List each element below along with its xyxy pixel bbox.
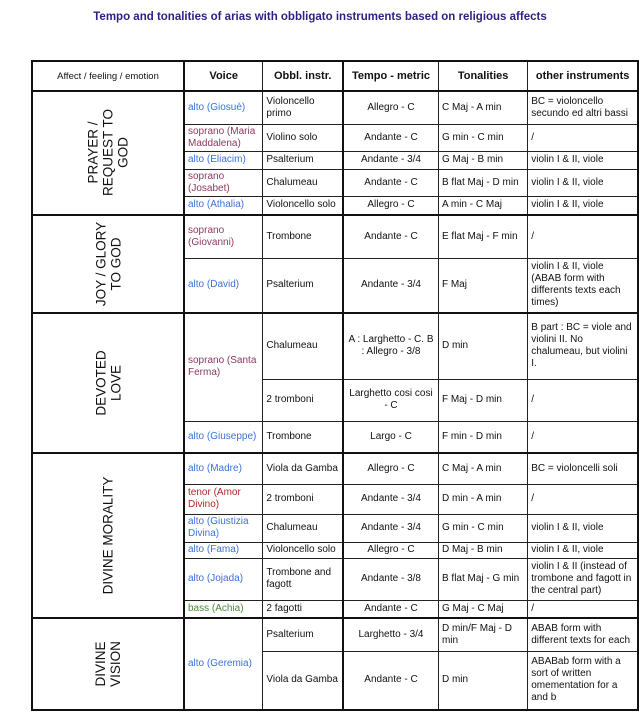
affect-cell: [32, 618, 184, 710]
affect-cell: [32, 91, 184, 215]
tonality-cell: D min/F Maj - D min: [438, 618, 527, 651]
obbl-instr-cell: Psalterium: [263, 618, 343, 651]
header-affect: Affect / feeling / emotion: [32, 61, 184, 91]
tempo-cell: Andante - C: [343, 600, 438, 618]
affect-label: JOY / GLORY TO GOD: [93, 221, 123, 306]
tempo-cell: Andante - 3/4: [343, 514, 438, 542]
other-instruments-cell: /: [528, 484, 638, 514]
tonality-cell: G Maj - B min: [438, 151, 527, 169]
voice-cell: alto (Giosuè): [184, 91, 263, 124]
other-instruments-cell: violin I & II, viole: [528, 542, 638, 558]
table-header-row: [32, 61, 638, 91]
other-instruments-cell: ABABab form with a sort of written omementation for a and b: [528, 651, 638, 710]
other-instruments-cell: /: [528, 215, 638, 258]
obbl-instr-cell: Trombone: [263, 215, 343, 258]
other-instruments-cell: violin I & II, viole: [528, 151, 638, 169]
table-row: [32, 453, 638, 484]
tempo-cell: Larghetto - 3/4: [343, 618, 438, 651]
voice-cell: bass (Achia): [184, 600, 263, 618]
obbl-instr-cell: Violino solo: [263, 124, 343, 151]
affect-cell: [32, 453, 184, 618]
tempo-cell: Andante - 3/4: [343, 151, 438, 169]
other-instruments-cell: /: [528, 600, 638, 618]
obbl-instr-cell: 2 tromboni: [263, 379, 343, 421]
tempo-cell: Andante - 3/4: [343, 484, 438, 514]
tonality-cell: C Maj - A min: [438, 453, 527, 484]
voice-cell: alto (David): [184, 258, 263, 313]
obbl-instr-cell: Viola da Gamba: [263, 453, 343, 484]
voice-cell: tenor (Amor Divino): [184, 484, 263, 514]
voice-cell: alto (Giuseppe): [184, 421, 263, 453]
table-row: [32, 313, 638, 379]
affect-label: DEVOTED LOVE: [93, 349, 123, 416]
tonality-cell: A min - C Maj: [438, 196, 527, 215]
tonality-cell: B flat Maj - D min: [438, 169, 527, 196]
tonality-cell: D min - A min: [438, 484, 527, 514]
voice-cell: alto (Eliacim): [184, 151, 263, 169]
affect-label: DIVINE VISION: [93, 640, 123, 687]
voice-cell: soprano (Josabet): [184, 169, 263, 196]
affect-cell: [32, 313, 184, 453]
tonality-cell: D min: [438, 313, 527, 379]
tempo-cell: Allegro - C: [343, 91, 438, 124]
other-instruments-cell: BC = violoncello secundo ed altri bassi: [528, 91, 638, 124]
tonality-cell: G min - C min: [438, 514, 527, 542]
tempo-cell: A : Larghetto - C. B : Allegro - 3/8: [343, 313, 438, 379]
affect-label: DIVINE MORALITY: [100, 476, 116, 594]
obbl-instr-cell: 2 tromboni: [263, 484, 343, 514]
obbl-instr-cell: Trombone: [263, 421, 343, 453]
tempo-cell: Larghetto cosi cosi - C: [343, 379, 438, 421]
other-instruments-cell: violin I & II (instead of trombone and fagott in the central part): [528, 558, 638, 600]
document-title: Tempo and tonalities of arias with obbligato instruments based on religious affects: [93, 11, 547, 23]
table-row: [32, 215, 638, 258]
affect-label: PRAYER / REQUEST TO GOD: [85, 108, 131, 197]
other-instruments-cell: /: [528, 421, 638, 453]
voice-cell: soprano (Maria Maddalena): [184, 124, 263, 151]
other-instruments-cell: violin I & II, viole: [528, 514, 638, 542]
header-tonalities: Tonalities: [438, 61, 527, 91]
tempo-cell: Andante - C: [343, 124, 438, 151]
other-instruments-cell: BC = violoncelli soli: [528, 453, 638, 484]
obbl-instr-cell: Violoncello primo: [263, 91, 343, 124]
obbl-instr-cell: Chalumeau: [263, 514, 343, 542]
tempo-cell: Andante - C: [343, 169, 438, 196]
tonality-cell: D min: [438, 651, 527, 710]
header-other-instruments: other instruments: [528, 61, 638, 91]
obbl-instr-cell: Chalumeau: [263, 313, 343, 379]
obbl-instr-cell: Psalterium: [263, 258, 343, 313]
other-instruments-cell: /: [528, 124, 638, 151]
tonality-cell: F min - D min: [438, 421, 527, 453]
tonality-cell: G min - C min: [438, 124, 527, 151]
tonality-cell: F Maj: [438, 258, 527, 313]
voice-cell: alto (Jojada): [184, 558, 263, 600]
obbl-instr-cell: Chalumeau: [263, 169, 343, 196]
tempo-cell: Andante - 3/4: [343, 258, 438, 313]
tempo-cell: Largo - C: [343, 421, 438, 453]
tonality-cell: B flat Maj - G min: [438, 558, 527, 600]
tonality-cell: D Maj - B min: [438, 542, 527, 558]
other-instruments-cell: violin I & II, viole (ABAB form with differents texts each times): [528, 258, 638, 313]
tonality-cell: F Maj - D min: [438, 379, 527, 421]
voice-cell: alto (Geremia): [184, 618, 263, 710]
tonality-cell: C Maj - A min: [438, 91, 527, 124]
header-voice: Voice: [184, 61, 263, 91]
affect-cell: [32, 215, 184, 313]
other-instruments-cell: B part : BC = viole and violini II. No chalumeau, but violini I.: [528, 313, 638, 379]
other-instruments-cell: violin I & II, viole: [528, 169, 638, 196]
obbl-instr-cell: Violoncello solo: [263, 542, 343, 558]
other-instruments-cell: ABAB form with different texts for each: [528, 618, 638, 651]
obbl-instr-cell: Psalterium: [263, 151, 343, 169]
table-row: [32, 91, 638, 124]
voice-cell: soprano (Santa Ferma): [184, 313, 263, 421]
voice-cell: soprano (Giovanni): [184, 215, 263, 258]
tempo-cell: Allegro - C: [343, 542, 438, 558]
voice-cell: alto (Athalia): [184, 196, 263, 215]
voice-cell: alto (Giustizia Divina): [184, 514, 263, 542]
obbl-instr-cell: Viola da Gamba: [263, 651, 343, 710]
header-obbl-instr: Obbl. instr.: [263, 61, 343, 91]
header-tempo: Tempo - metric: [343, 61, 438, 91]
tonality-cell: G Maj - C Maj: [438, 600, 527, 618]
tempo-cell: Andante - 3/8: [343, 558, 438, 600]
tempo-cell: Andante - C: [343, 215, 438, 258]
obbl-instr-cell: Violoncello solo: [263, 196, 343, 215]
tempo-cell: Allegro - C: [343, 196, 438, 215]
table-row: [32, 618, 638, 651]
tempo-cell: Andante - C: [343, 651, 438, 710]
voice-cell: alto (Fama): [184, 542, 263, 558]
other-instruments-cell: /: [528, 379, 638, 421]
obbl-instr-cell: Trombone and fagott: [263, 558, 343, 600]
obbl-instr-cell: 2 fagotti: [263, 600, 343, 618]
other-instruments-cell: violin I & II, viole: [528, 196, 638, 215]
arias-table: [31, 60, 639, 711]
tonality-cell: E flat Maj - F min: [438, 215, 527, 258]
tempo-cell: Allegro - C: [343, 453, 438, 484]
voice-cell: alto (Madre): [184, 453, 263, 484]
